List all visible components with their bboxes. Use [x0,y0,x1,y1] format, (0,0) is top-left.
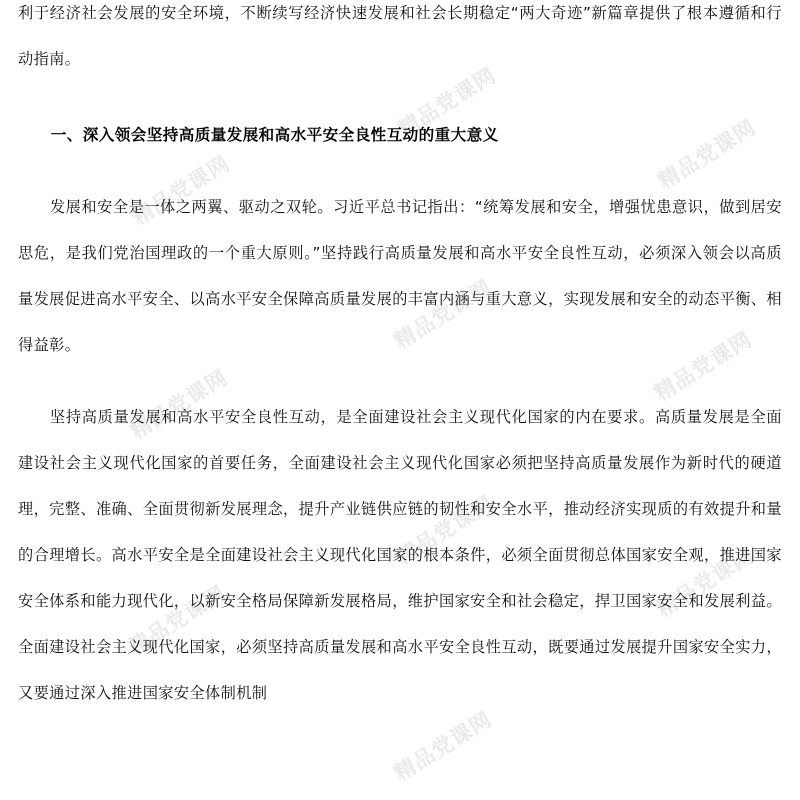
watermark: 精品党课网 [126,365,233,444]
watermark: 精品党课网 [392,491,499,570]
paragraph-intro-tail: 利于经济社会发展的安全环境，不断续写经济快速发展和社会长期稳定“两大奇迹”新篇章提供了根本遵循和行动指南。 [18,4,782,68]
document-body [18,0,782,716]
spacer [18,368,782,394]
watermark: 精品党课网 [390,275,497,354]
watermark: 精品党课网 [650,327,757,406]
watermark: 精品党课网 [654,115,761,194]
paragraph-1: 发展和安全是一体之两翼、驱动之双轮。习近平总书记指出：“统筹发展和安全，增强忧患意识，做到居安思危，是我们党治国理政的一个重大原则。”坚持践行高质量发展和高水平安全良性互动，必须深入领会以高质量发展促进高水平安全、以高水平安全保障高质量发展的丰富内涵与重大意义，实现发展和安全的动态平衡、相得益彰。 [18,198,782,354]
watermark: 精品党课网 [390,707,497,786]
watermark: 精品党课网 [652,543,759,622]
spacer [18,158,782,184]
watermark: 精品党课网 [128,151,235,230]
watermark: 精品党课网 [124,581,231,660]
watermark: 精品党课网 [394,63,501,142]
spacer [18,82,782,112]
section-heading-one: 一、深入领会坚持高质量发展和高水平安全良性互动的重大意义 [50,126,499,144]
paragraph-2: 坚持高质量发展和高水平安全良性互动，是全面建设社会主义现代化国家的内在要求。高质量发展是全面建设社会主义现代化国家的首要任务，全面建设社会主义现代化国家必须把坚持高质量发展作为新时代的硬道理，完整、准确、全面贯彻新发展理念，提升产业链供应链的韧性和安全水平，推动经济实现质的有效提升和量的合理增长。高水平安全是全面建设社会主义现代化国家的根本条件，必须全面贯彻总体国家安全观，推进国家安全体系和能力现代化，以新安全格局保障新发展格局，维护国家安全和社会稳定，捍卫国家安全和发展利益。全面建设社会主义现代化国家，必须坚持高质量发展和高水平安全良性互动，既要通过发展提升国家安全实力，又要通过深入推进国家安全体制机制 [18,408,782,702]
